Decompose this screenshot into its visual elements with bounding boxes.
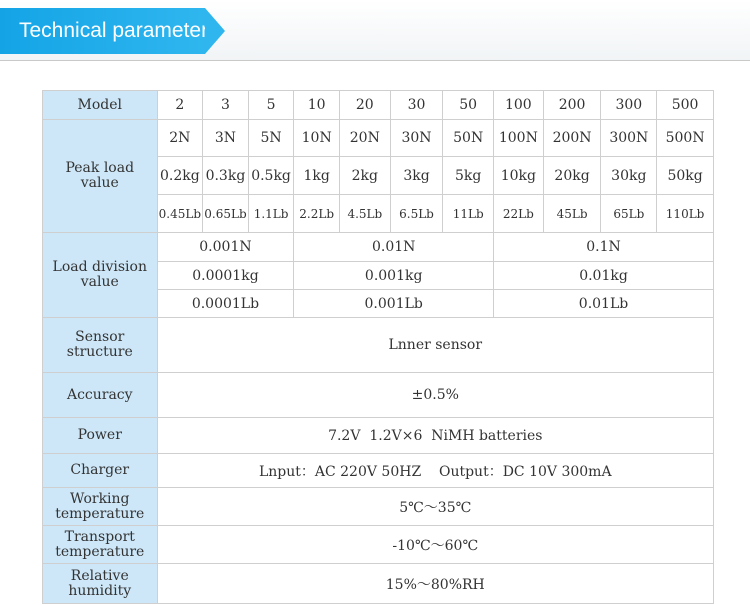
humidity-label-line2: humidity <box>68 582 132 599</box>
model-cell: 500 <box>657 91 714 120</box>
peak-load-cell: 65Lb <box>601 195 657 233</box>
humidity-row <box>43 564 714 604</box>
load-division-cell: 0.0001Lb <box>157 290 294 318</box>
section-title: Technical parameter <box>0 8 205 54</box>
peak-load-cell: 4.5Lb <box>339 195 390 233</box>
humidity-value: 15%～80%RH <box>157 564 713 604</box>
load-division-label-line1: Load division <box>52 259 147 276</box>
peak-load-cell: 5kg <box>443 157 494 195</box>
peak-load-label-line1: Peak load <box>65 160 135 177</box>
peak-load-cell: 3N <box>203 120 249 157</box>
accuracy-value: ±0.5% <box>157 373 713 418</box>
load-division-cell: 0.001N <box>157 233 294 262</box>
peak-load-cell: 3kg <box>390 157 443 195</box>
humidity-label <box>43 564 158 604</box>
peak-load-cell: 2.2Lb <box>294 195 340 233</box>
model-cell: 5 <box>248 91 294 120</box>
peak-load-cell: 50kg <box>657 157 714 195</box>
working-temp-label-line1: Working <box>70 490 130 507</box>
transport-temp-value: -10℃～60℃ <box>157 526 713 564</box>
peak-load-cell: 50N <box>443 120 494 157</box>
peak-load-cell: 2kg <box>339 157 390 195</box>
peak-load-cell: 0.65Lb <box>203 195 249 233</box>
transport-temp-label <box>43 526 158 564</box>
peak-load-cell: 20kg <box>543 157 601 195</box>
load-division-cell: 0.01kg <box>494 262 714 290</box>
peak-load-cell: 0.2kg <box>157 157 203 195</box>
peak-load-cell: 0.45Lb <box>157 195 203 233</box>
sensor-value: Lnner sensor <box>157 318 713 373</box>
charger-row <box>43 454 714 488</box>
transport-temp-label-line2: temperature <box>55 543 145 560</box>
peak-load-cell: 22Lb <box>494 195 544 233</box>
model-cell: 50 <box>443 91 494 120</box>
model-cell: 30 <box>390 91 443 120</box>
working-temp-label <box>43 488 158 526</box>
peak-load-cell: 200N <box>543 120 601 157</box>
load-division-newton-row <box>43 233 714 262</box>
peak-load-cell: 500N <box>657 120 714 157</box>
peak-load-cell: 1.1Lb <box>248 195 294 233</box>
model-label: Model <box>43 91 158 120</box>
peak-load-cell: 20N <box>339 120 390 157</box>
transport-temp-row <box>43 526 714 564</box>
spec-table <box>42 90 714 604</box>
peak-load-cell: 100N <box>494 120 544 157</box>
working-temp-row <box>43 488 714 526</box>
peak-load-newton-row <box>43 120 714 157</box>
model-cell: 3 <box>203 91 249 120</box>
load-division-cell: 0.01Lb <box>494 290 714 318</box>
model-cell: 2 <box>157 91 203 120</box>
banner-arrow <box>205 8 225 54</box>
peak-load-cell: 45Lb <box>543 195 601 233</box>
sensor-label <box>43 318 158 373</box>
peak-load-cell: 5N <box>248 120 294 157</box>
accuracy-row <box>43 373 714 418</box>
transport-temp-label-line1: Transport <box>64 528 135 545</box>
peak-load-label <box>43 120 158 233</box>
peak-load-cell: 10kg <box>494 157 544 195</box>
working-temp-value: 5℃～35℃ <box>157 488 713 526</box>
sensor-row <box>43 318 714 373</box>
humidity-label-line1: Relative <box>70 567 129 584</box>
charger-label: Charger <box>43 454 158 488</box>
peak-load-cell: 10N <box>294 120 340 157</box>
peak-load-cell: 30N <box>390 120 443 157</box>
load-division-cell: 0.0001kg <box>157 262 294 290</box>
peak-load-cell: 11Lb <box>443 195 494 233</box>
peak-load-cell: 2N <box>157 120 203 157</box>
model-cell: 20 <box>339 91 390 120</box>
power-value: 7.2V 1.2V×6 NiMH batteries <box>157 418 713 454</box>
model-cell: 10 <box>294 91 340 120</box>
peak-load-cell: 0.5kg <box>248 157 294 195</box>
load-division-cell: 0.001Lb <box>294 290 494 318</box>
model-cell: 200 <box>543 91 601 120</box>
peak-load-cell: 0.3kg <box>203 157 249 195</box>
peak-load-cell: 1kg <box>294 157 340 195</box>
load-division-cell: 0.001kg <box>294 262 494 290</box>
power-row <box>43 418 714 454</box>
accuracy-label: Accuracy <box>43 373 158 418</box>
power-label: Power <box>43 418 158 454</box>
peak-load-cell: 300N <box>601 120 657 157</box>
load-division-cell: 0.01N <box>294 233 494 262</box>
peak-load-cell: 6.5Lb <box>390 195 443 233</box>
load-division-label-line2: value <box>80 274 119 290</box>
load-division-label <box>43 233 158 318</box>
peak-load-cell: 110Lb <box>657 195 714 233</box>
working-temp-label-line2: temperature <box>55 505 145 522</box>
model-row <box>43 91 714 120</box>
load-division-cell: 0.1N <box>494 233 714 262</box>
charger-value: Lnput：AC 220V 50HZ Output：DC 10V 300mA <box>157 454 713 488</box>
sensor-label-line2: structure <box>66 344 133 360</box>
model-cell: 100 <box>494 91 544 120</box>
peak-load-cell: 30kg <box>601 157 657 195</box>
sensor-label-line1: Sensor <box>75 329 125 346</box>
peak-load-label-line2: value <box>80 175 119 191</box>
model-cell: 300 <box>601 91 657 120</box>
